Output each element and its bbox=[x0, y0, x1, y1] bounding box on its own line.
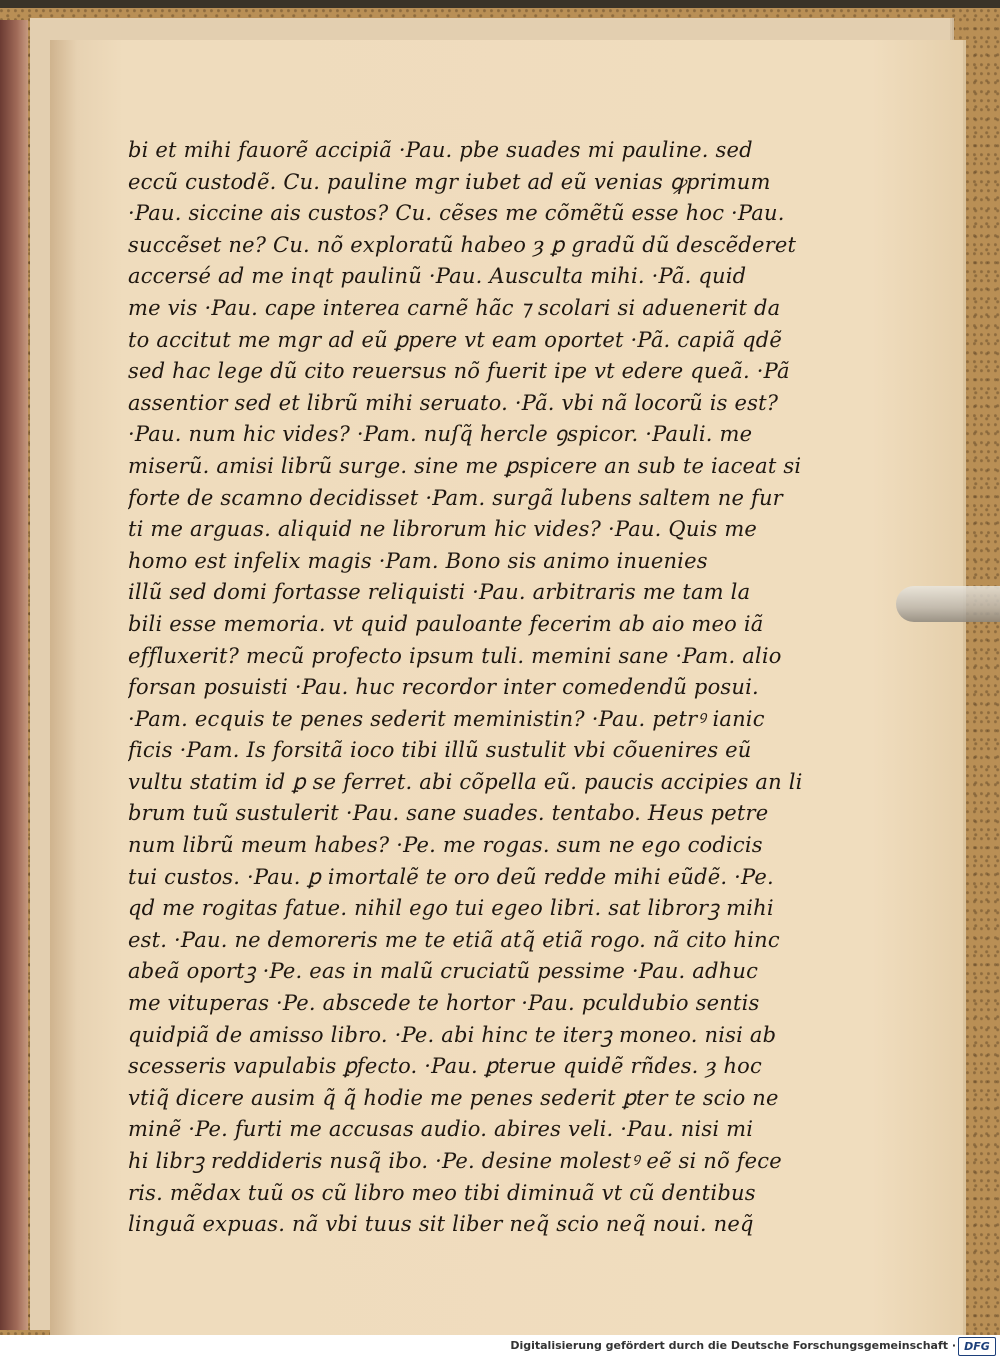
text-line: ris. mẽdax tuũ os cũ libro meo tibi diminuã vt cũ dentibus bbox=[128, 1180, 756, 1205]
text-line: num librũ meum habes? ·Pe. me rogas. sum ne ego codicis bbox=[128, 833, 763, 858]
text-line: effluxerit? mecũ profecto ipsum tuli. memini sane ·Pam. alio bbox=[128, 643, 782, 668]
spine-edge bbox=[0, 20, 28, 1330]
text-line: accersé ad me inqt paulinũ ·Pau. Ausculta mihi. ·Pã. quid bbox=[128, 264, 747, 289]
text-line: qd me rogitas fatue. nihil ego tui egeo libri. sat librorꝫ mihi bbox=[128, 896, 774, 921]
text-line: abeã oportꝫ ·Pe. eas in malũ cruciatũ pessime ·Pau. adhuc bbox=[128, 959, 759, 984]
text-line: me vis ·Pau. cape interea carnẽ hãc ⁊ scolari si aduenerit da bbox=[128, 295, 781, 320]
page-marker-tab bbox=[896, 586, 1000, 622]
text-line: ·Pau. siccine ais custos? Cu. cẽses me cõmẽtũ esse hoc ·Pau. bbox=[128, 201, 785, 226]
funding-credit: Digitalisierung gefördert durch die Deutsche Forschungsgemeinschaft · bbox=[510, 1339, 956, 1352]
text-line: succẽset ne? Cu. nõ exploratũ habeo ȝ ꝑ gradũ dũ descẽderet bbox=[128, 232, 797, 257]
text-line: tui custos. ·Pau. ꝑ imortalẽ te oro deũ redde mihi eũdẽ. ·Pe. bbox=[128, 864, 774, 889]
text-line: ti me arguas. aliquid ne librorum hic vides? ·Pau. Quis me bbox=[128, 517, 758, 542]
text-line: miserũ. amisi librũ surge. sine me ꝑspicere an sub te iaceat si bbox=[128, 453, 802, 478]
footer-bar bbox=[0, 1335, 1000, 1358]
text-line: brum tuũ sustulerit ·Pau. sane suades. tentabo. Heus petre bbox=[128, 801, 769, 826]
text-line: ·Pam. ecquis te penes sederit meministin? ·Pau. petrꝰ ianic bbox=[128, 706, 765, 731]
text-line: sed hac lege dũ cito reuersus nõ fuerit ipe vt edere queã. ·Pã bbox=[128, 359, 790, 384]
text-line: eccũ custodẽ. Cu. pauline mgr iubet ad eũ venias ꝙprimum bbox=[128, 169, 771, 194]
text-line: vtiq̃ dicere ausim q̃ q̃ hodie me penes sederit ꝑter te scio ne bbox=[128, 1085, 779, 1110]
text-line: est. ·Pau. ne demoreris me te etiã atq̃ etiã rogo. nã cito hinc bbox=[128, 927, 780, 952]
text-line: minẽ ·Pe. furti me accusas audio. abires veli. ·Pau. nisi mi bbox=[128, 1117, 754, 1142]
text-line: hi librꝫ reddideris nusq̃ ibo. ·Pe. desine molestꝰ eẽ si nõ fece bbox=[128, 1149, 782, 1173]
page-text bbox=[128, 135, 854, 1241]
text-line: illũ sed domi fortasse reliquisti ·Pau. arbitraris me tam la bbox=[128, 580, 751, 605]
dfg-logo: DFG bbox=[958, 1337, 996, 1356]
book-page bbox=[50, 40, 966, 1340]
text-line: ficis ·Pam. Is forsitã ioco tibi illũ sustulit vbi cõuenires eũ bbox=[128, 738, 752, 763]
text-line: linguã expuas. nã vbi tuus sit liber neq̃ scio neq̃ noui. neq̃ bbox=[128, 1212, 754, 1237]
text-line: scesseris vapulabis ꝑfecto. ·Pau. ꝑterue quidẽ rñdes. ȝ hoc bbox=[128, 1054, 762, 1079]
text-line: forsan posuisti ·Pau. huc recordor inter comedendũ posui. bbox=[128, 675, 759, 700]
text-line: forte de scamno decidisset ·Pam. surgã lubens saltem ne fur bbox=[128, 485, 783, 510]
text-line: quidpiã de amisso libro. ·Pe. abi hinc te iterꝫ moneo. nisi ab bbox=[128, 1022, 777, 1047]
text-line: to accitut me mgr ad eũ ꝑpere vt eam oportet ·Pã. capiã qdẽ bbox=[128, 327, 783, 352]
text-line: bi et mihi fauorẽ accipiã ·Pau. pbe suades mi pauline. sed bbox=[128, 138, 753, 162]
text-line: me vituperas ·Pe. abscede te hortor ·Pau. pculdubio sentis bbox=[128, 991, 760, 1016]
page-stack bbox=[30, 18, 950, 1330]
text-line: ·Pau. num hic vides? ·Pam. nuſq̃ hercle ꝯspicor. ·Pauli. me bbox=[128, 422, 753, 447]
text-line: homo est infelix magis ·Pam. Bono sis animo inuenies bbox=[128, 548, 708, 573]
text-line: assentior sed et librũ mihi seruato. ·Pã. vbi nã locorũ is est? bbox=[128, 390, 779, 415]
text-line: vultu statim id ꝑ se ferret. abi cõpella eũ. paucis accipies an li bbox=[128, 769, 803, 794]
text-line: bili esse memoria. vt quid pauloante fecerim ab aio meo iã bbox=[128, 611, 764, 636]
